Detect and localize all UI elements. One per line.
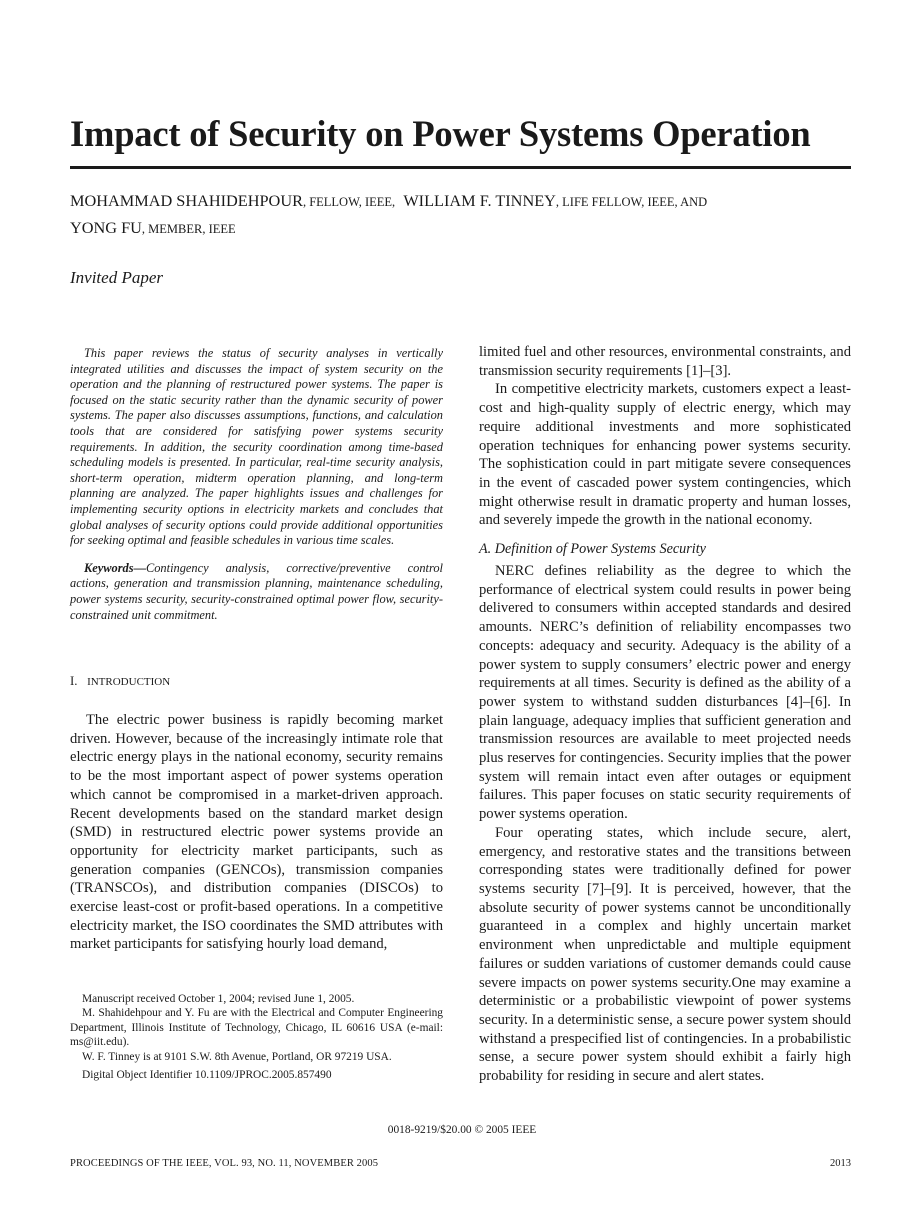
footnote-received: Manuscript received October 1, 2004; revised June 1, 2005. bbox=[82, 993, 355, 1005]
author-list bbox=[70, 188, 860, 242]
abstract: This paper reviews the status of security analyses in vertically integrated utilities and discusses the impact of system security on the operation and the planning of restructured power systems. The paper is focused on the static security rather than the dynamic security of power systems. The paper also discusses assumptions, functions, and calculation tools that are considered for satisfying power systems security requirements. In addition, the security coordination among time-based scheduling models is presented. In particular, real-time security analysis, short-term operation, midterm operation planning, and long-term planning are analyzed. The paper highlights issues and challenges for implementing security options in electricity markets and concludes that global analyses of security options could provide additional opportunities for seeking optimal and feasible schedules in various time scales. bbox=[70, 346, 443, 548]
left-column bbox=[70, 346, 443, 623]
copyright-line: 0018-9219/$20.00 © 2005 IEEE bbox=[387, 1124, 537, 1136]
author-affiliation: , FELLOW, IEEE, bbox=[302, 195, 396, 209]
subsection-heading: A. Definition of Power Systems Security bbox=[479, 541, 706, 558]
right-column bbox=[479, 343, 851, 1086]
body-paragraph: limited fuel and other resources, environmental constraints, and transmission security requirements [1]–[3]. bbox=[479, 344, 851, 379]
author-name: YONG FU bbox=[70, 218, 142, 237]
footnote-affiliation: M. Shahidehpour and Y. Fu are with the Electrical and Computer Engineering Department, Illinois Institute of Technology, Chicago, IL 60616 USA (e-mail: ms@iit.edu). bbox=[70, 1007, 443, 1048]
keywords-label: Keywords— bbox=[84, 560, 146, 575]
section-title: INTRODUCTION bbox=[87, 676, 171, 688]
intro-paragraph bbox=[70, 711, 443, 954]
body-paragraph: NERC defines reliability as the degree to which the performance of electrical system could results in power being delivered to consumers within accepted standards and desired amounts. NERC’s definition of reliability encompasses two concepts: adequacy and security. Adequacy is the ability of a power system to supply consumers’ electric power and energy requirements at all times. Security is defined as the ability of a power system to withstand sudden disturbances [4]–[6]. In plain language, adequacy implies that sufficient generation and transmission resources are available to meet projected needs plus reserves for contingencies. Security implies that the power system will remain intact even after outages or equipment failures. This paper focuses on static security requirements of power systems operation. bbox=[479, 563, 851, 823]
section-heading bbox=[70, 673, 443, 690]
footnote-address: W. F. Tinney is at 9101 S.W. 8th Avenue, Portland, OR 97219 USA. bbox=[82, 1051, 392, 1064]
author-name: WILLIAM F. TINNEY bbox=[403, 191, 556, 210]
author-affiliation: , LIFE FELLOW, IEEE, AND bbox=[555, 195, 708, 209]
paper-title: Impact of Security on Power Systems Operation bbox=[70, 113, 811, 154]
body-paragraph: The electric power business is rapidly becoming market driven. However, because of the increasingly intimate role that electric energy plays in the national economy, security remains to be the most important aspect of power systems operation which cannot be compromised in a market-driven approach. Recent developments based on the standard market design (SMD) in restructured electric power systems provide an opportunity for electricity market participants, such as generation companies (GENCOs), transmission companies (TRANSCOs), and distribution companies (DISCOs) to exercise least-cost or profit-based operations. In a competitive electricity market, the ISO coordinates the SMD attributes with market participants for satisfying hourly load demand, bbox=[70, 712, 443, 953]
page-number: 2013 bbox=[830, 1158, 851, 1169]
section-number: I. bbox=[70, 674, 78, 688]
body-paragraph: Four operating states, which include secure, alert, emergency, and restorative states and the transitions between corresponding states were traditionally defined for power systems security [7]–[9]. It is perceived, however, that the absolute security of power systems cannot be unconditionally guaranteed in a complex and highly uncertain market environment when unpredictable and multiple equipment failures or sudden variations of customer demands could cause severe impacts on power systems security.One may examine a deterministic or a probabilistic viewpoint of power systems security. In a deterministic sense, a secure power system should withstand a prespecified list of contingencies. In a probabilistic sense, a secure power system should exhibit a fairly high probability for residing in secure and alert states. bbox=[479, 824, 851, 1085]
body-paragraph: In competitive electricity markets, customers expect a least-cost and high-quality supply of electric energy, which may require additional investments and more sophisticated operation techniques for enhancing power systems security. The sophistication could in part mitigate severe consequences in the event of cascaded power system contingencies, which might otherwise result in dramatic property and human losses, and severely impede the growth in the national economy. bbox=[479, 381, 851, 529]
footnote-doi: Digital Object Identifier 10.1109/JPROC.2005.857490 bbox=[82, 1069, 332, 1082]
journal-footer: PROCEEDINGS OF THE IEEE, VOL. 93, NO. 11, NOVEMBER 2005 bbox=[70, 1158, 379, 1169]
keywords bbox=[70, 561, 443, 623]
invited-paper-label: Invited Paper bbox=[70, 268, 163, 287]
author-affiliation: , MEMBER, IEEE bbox=[141, 222, 236, 236]
keywords-text: Contingency analysis, corrective/preventive control actions, generation and transmission planning, maintenance scheduling, power systems security, security-constrained optimal power flow, security-constrained unit commitment. bbox=[70, 560, 443, 622]
author-name: MOHAMMAD SHAHIDEHPOUR bbox=[70, 191, 303, 210]
footnotes bbox=[70, 992, 443, 1083]
title-rule bbox=[70, 166, 851, 169]
